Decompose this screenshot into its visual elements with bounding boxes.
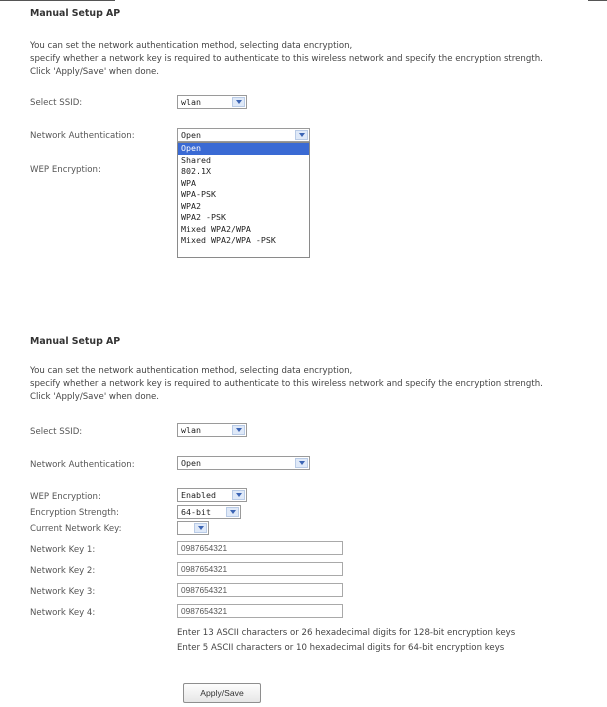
ssid-select[interactable]: [177, 95, 247, 109]
network-key-4-input[interactable]: 0987654321: [177, 604, 343, 618]
network-key-3-input[interactable]: 0987654321: [177, 583, 343, 597]
encryption-strength-select[interactable]: [177, 505, 241, 519]
network-key-1-label: Network Key 1:: [30, 545, 96, 555]
wep-encryption-label: WEP Encryption:: [30, 165, 101, 175]
current-network-key-select[interactable]: [177, 521, 209, 535]
ssid-select-2[interactable]: [177, 423, 247, 437]
network-auth-dropdown[interactable]: [177, 142, 310, 258]
wep-encryption-label-2: WEP Encryption:: [30, 492, 101, 502]
description-line: specify whether a network key is required to authenticate to this wireless network and specify the encryption strength.: [30, 379, 543, 389]
chevron-down-icon[interactable]: [226, 507, 239, 517]
dropdown-option[interactable]: WPA2: [181, 200, 201, 211]
dropdown-option[interactable]: Mixed WPA2/WPA: [181, 223, 251, 234]
network-key-1-input[interactable]: 0987654321: [177, 541, 343, 555]
hint-128-bit: Enter 13 ASCII characters or 26 hexadecimal digits for 128-bit encryption keys: [177, 628, 516, 638]
network-auth-label: Network Authentication:: [30, 131, 135, 141]
hint-64-bit: Enter 5 ASCII characters or 10 hexadecimal digits for 64-bit encryption keys: [177, 643, 505, 653]
description-2: [30, 365, 543, 404]
top-border-right: [588, 0, 607, 1]
description-line: You can set the network authentication method, selecting data encryption,: [30, 41, 353, 51]
description-line: Click 'Apply/Save' when done.: [30, 392, 160, 402]
page-title-2: Manual Setup AP: [30, 336, 121, 347]
chevron-down-icon[interactable]: [194, 523, 207, 533]
description-line: Click 'Apply/Save' when done.: [30, 67, 160, 77]
dropdown-option[interactable]: WPA2 -PSK: [181, 212, 226, 222]
dropdown-option[interactable]: Mixed WPA2/WPA -PSK: [181, 235, 276, 245]
encryption-strength-value: 64-bit: [181, 507, 211, 517]
dropdown-option[interactable]: Shared: [181, 154, 211, 165]
wep-encryption-value: Enabled: [181, 490, 216, 500]
network-key-4-label: Network Key 4:: [30, 608, 96, 618]
ssid-select-value: wlan: [181, 425, 201, 435]
wep-encryption-select[interactable]: [177, 488, 247, 502]
encryption-strength-label: Encryption Strength:: [30, 508, 119, 518]
network-auth-label-2: Network Authentication:: [30, 460, 135, 470]
chevron-down-icon[interactable]: [232, 425, 245, 435]
description: [30, 40, 543, 79]
page-title: Manual Setup AP: [30, 8, 121, 19]
chevron-down-icon[interactable]: [295, 458, 308, 468]
dropdown-option[interactable]: WPA: [181, 177, 196, 188]
network-auth-select-value: Open: [181, 458, 201, 468]
ssid-select-value: wlan: [181, 97, 201, 107]
dropdown-option[interactable]: WPA-PSK: [181, 189, 216, 199]
apply-save-button[interactable]: Apply/Save: [183, 683, 261, 703]
chevron-down-icon[interactable]: [232, 490, 245, 500]
select-ssid-label: Select SSID:: [30, 98, 83, 108]
dropdown-option[interactable]: 802.1X: [181, 166, 211, 176]
chevron-down-icon[interactable]: [295, 130, 308, 140]
select-ssid-label-2: Select SSID:: [30, 427, 83, 437]
network-key-2-label: Network Key 2:: [30, 566, 96, 576]
network-auth-select-2[interactable]: [177, 456, 310, 470]
network-key-3-label: Network Key 3:: [30, 587, 96, 597]
dropdown-option[interactable]: Open: [178, 143, 309, 155]
network-key-2-input[interactable]: 0987654321: [177, 562, 343, 576]
network-auth-select[interactable]: [177, 128, 310, 142]
network-auth-select-value: Open: [181, 130, 201, 140]
chevron-down-icon[interactable]: [232, 97, 245, 107]
current-network-key-label: Current Network Key:: [30, 524, 122, 534]
top-border-left: [0, 0, 115, 1]
description-line: You can set the network authentication method, selecting data encryption,: [30, 366, 353, 376]
description-line: specify whether a network key is required to authenticate to this wireless network and specify the encryption strength.: [30, 54, 543, 64]
